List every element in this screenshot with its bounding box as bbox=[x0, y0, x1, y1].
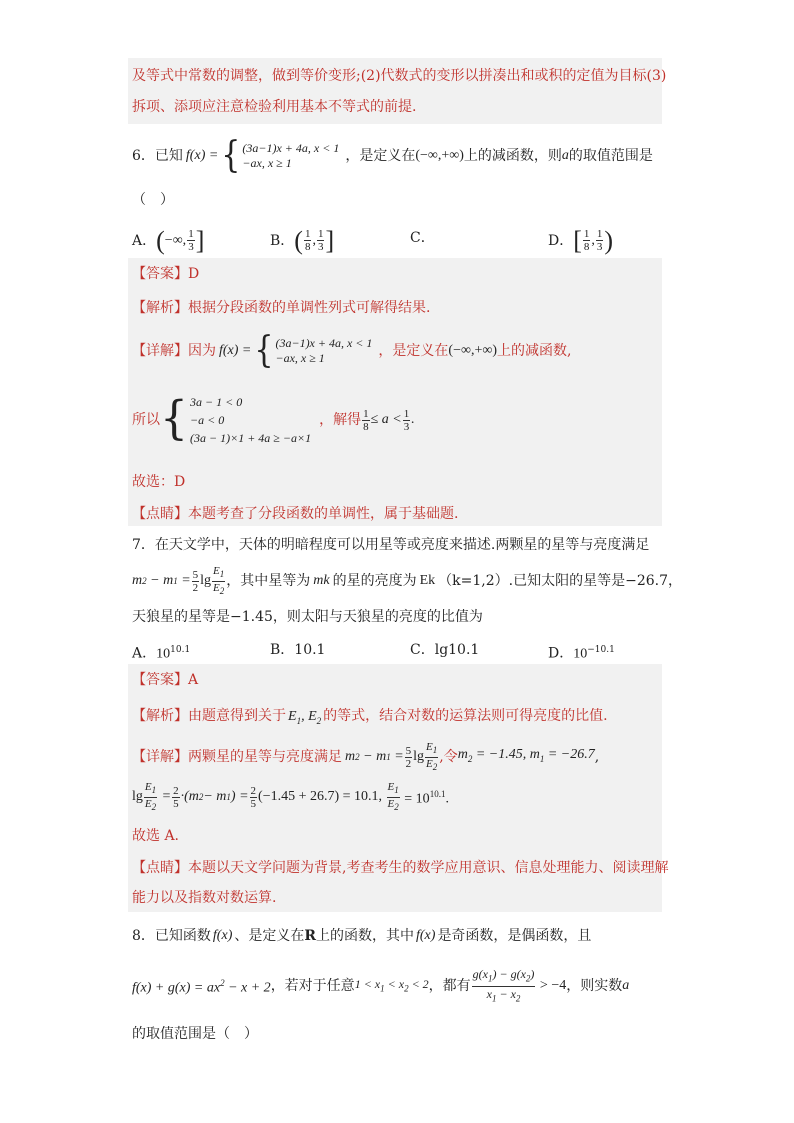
q8-ineq: $\frac{g(x_1) - g(x_2)}{x_1 - x_2}$ > −4 bbox=[472, 967, 567, 1003]
q7-option-d-exp: −10.1 bbox=[587, 645, 615, 655]
q6-analysis bbox=[132, 298, 430, 318]
q7-line-2-end: .已知太阳的星等是−26.7， bbox=[508, 573, 682, 589]
q7-option-d-label: D． bbox=[548, 645, 574, 662]
q6-text-end: 上的减函数，则 bbox=[463, 148, 562, 164]
q6-comment bbox=[132, 504, 458, 524]
q7-analysis-pre: 由题意得到关于 bbox=[188, 708, 286, 724]
q7-detail: 【详解】 两颗星的星等与亮度满足 m 2 − m 1 = $\frac{5}{2}$ lg $\frac{E_1}{E_2}$ ,令 $m_2 = -1.45$, $m_1 = -26.7$ , bbox=[132, 741, 600, 772]
q6-so: 所以 bbox=[132, 412, 160, 428]
q6-detail-label: 【详解】 bbox=[132, 343, 188, 359]
q7-mk: mk bbox=[313, 573, 330, 588]
q8-line-1-mid2: 上的函数，其中 bbox=[316, 928, 414, 944]
q6-detail bbox=[132, 329, 572, 372]
q7-detail-line-2 bbox=[132, 782, 449, 812]
q6-answer-value: D bbox=[188, 266, 200, 282]
q7-line-2-mid2: 的星的亮度为 bbox=[332, 573, 417, 589]
q6-option-a-label: A． bbox=[132, 232, 157, 249]
q7-line-3: 天狼星的星等是−1.45，则太阳与天狼星的亮度的比值为 bbox=[132, 609, 483, 625]
intro-line-1: 及等式中常数的调整，做到等价变形;(2)代数式的变形以拼凑出和或积的定值为目标(3) bbox=[132, 68, 667, 84]
q7-option-a-value: 10 bbox=[156, 646, 171, 662]
q8-line-3: 的取值范围是（ ） bbox=[132, 1026, 258, 1042]
q7-detail-formula: m 2 − m 1 = $\frac{5}{2}$ lg $\frac{E_1}{E_2}$ bbox=[345, 741, 438, 772]
q6-system bbox=[132, 392, 415, 448]
intro-line-2: 拆项、添项应注意检验利用基本不等式的前提. bbox=[132, 99, 417, 115]
q8-line-2 bbox=[132, 967, 630, 1003]
q6-text-mid: ，是定义在 bbox=[345, 148, 416, 164]
q7-detail-label: 【详解】 bbox=[132, 749, 188, 765]
q6-piecewise: { (3a−1)x + 4a, x < 1 −ax, x ≥ 1 bbox=[221, 134, 340, 177]
q7-line-2-mid: ，其中星等为 bbox=[226, 573, 311, 589]
q6-sys-1: 3a − 1 < 0 bbox=[190, 395, 243, 409]
q8-eq: $f(x) + g(x) = ax^2 - x + 2$ bbox=[132, 978, 271, 996]
q7-comment-text-1: 本题以天文学问题为背景,考查考生的数学应用意识、信息处理能力、阅读理解 bbox=[188, 860, 669, 876]
q7-option-d-value: 10 bbox=[573, 646, 588, 662]
q8-line-1-pre: 8．已知函数 bbox=[132, 928, 211, 944]
q6-detail-pre: 因为 bbox=[188, 343, 216, 359]
q6-num: 6．已知 bbox=[132, 148, 183, 164]
q7-option-c[interactable]: C．lg10.1 bbox=[410, 642, 480, 658]
q7-choose: 故选 A. bbox=[132, 828, 180, 844]
q8-line-1-mid: 、是定义在 bbox=[234, 928, 305, 944]
q6-analysis-text: 根据分段函数的单调性列式可解得结果. bbox=[188, 300, 431, 316]
q6-a: a bbox=[561, 148, 569, 163]
q6-solve: ，解得 bbox=[319, 412, 362, 428]
q8-line-2-mid: ，若对于任意 bbox=[270, 978, 355, 994]
q6-fx: f(x) = bbox=[185, 148, 219, 163]
q7-option-a[interactable] bbox=[132, 640, 190, 665]
q8-line-1 bbox=[132, 926, 591, 946]
q7-option-d[interactable] bbox=[548, 640, 615, 665]
q6-comment-text: 本题考查了分段函数的单调性，属于基础题. bbox=[188, 506, 459, 522]
q7-analysis-vars: $E_1$, $E_2$ bbox=[288, 709, 322, 726]
q7-answer bbox=[132, 670, 198, 690]
q6-option-c[interactable]: C． bbox=[410, 230, 435, 246]
q6-domain: (−∞,+∞) bbox=[415, 148, 464, 163]
q7-line-1: 7．在天文学中，天体的明暗程度可以用星等或亮度来描述.两颗星的星等与亮度满足 bbox=[132, 537, 650, 553]
q7-analysis bbox=[132, 706, 608, 731]
q8-fx: f(x) bbox=[212, 928, 233, 943]
q7-comment-label: 【点睛】 bbox=[132, 860, 188, 876]
q8-line-1-end: 是奇函数，是偶函数，且 bbox=[437, 928, 592, 944]
q6-option-b-label: B． bbox=[270, 232, 295, 249]
q6-result: $\frac{1}{8}$ ≤ a < $\frac{1}{3}$ . bbox=[363, 407, 415, 433]
q7-answer-value: A bbox=[188, 672, 199, 688]
q6-option-b[interactable] bbox=[270, 225, 335, 255]
q6-system-brace: { 3a − 1 < 0 −a < 0 (3a − 1)×1 + 4a ≥ −a×1 bbox=[160, 391, 312, 446]
q6-detail-piecewise: { (3a−1)x + 4a, x < 1 −ax, x ≥ 1 bbox=[254, 329, 373, 372]
q6-detail-end: 上的减函数, bbox=[496, 343, 572, 359]
q8-range: $1 < x_1 < x_2 < 2$ bbox=[354, 976, 429, 994]
q7-option-a-exp: 10.1 bbox=[170, 645, 191, 655]
q7-ek: Ek bbox=[419, 573, 436, 588]
q7-line-2 bbox=[132, 566, 682, 596]
q6-option-a-value: ( −∞, $\frac{1}{3}$ ] bbox=[156, 225, 205, 255]
q7-detail-let: ,令 bbox=[439, 749, 458, 765]
q6-option-d-label: D． bbox=[548, 232, 574, 249]
q7-analysis-label: 【解析】 bbox=[132, 708, 188, 724]
q7-detail-vals: $m_2 = -1.45$, $m_1 = -26.7$ bbox=[457, 747, 595, 764]
q6-option-d[interactable] bbox=[548, 225, 614, 255]
q6-detail-fx: f(x) = bbox=[219, 343, 252, 358]
q6-option-b-value: ( $\frac{1}{8}$ , $\frac{1}{3}$ ] bbox=[294, 225, 335, 255]
q7-answer-label: 【答案】 bbox=[132, 672, 188, 688]
q7-comment-1 bbox=[132, 858, 668, 878]
q6-comment-label: 【点睛】 bbox=[132, 506, 188, 522]
q8-fx2: f(x) bbox=[416, 928, 436, 943]
q6-detail-case-1: (3a−1)x + 4a, x < 1 bbox=[275, 336, 373, 350]
q6-paren: （ ） bbox=[132, 192, 174, 208]
q8-a: a bbox=[622, 978, 630, 993]
q6-stem bbox=[132, 134, 653, 177]
q6-analysis-label: 【解析】 bbox=[132, 300, 188, 316]
q6-answer bbox=[132, 264, 199, 284]
q6-detail-case-2: −ax, x ≥ 1 bbox=[275, 351, 325, 365]
q8-line-2-end: ，则实数 bbox=[566, 978, 623, 994]
q8-line-2-mid2: ，都有 bbox=[428, 978, 471, 994]
q7-formula: m 2 − m 1 = $\frac{5}{2}$ lg $\frac{E_1}{E_2}$ bbox=[132, 565, 225, 596]
q7-option-a-label: A． bbox=[132, 645, 157, 662]
q7-comment-2: 能力以及指数对数运算. bbox=[132, 890, 277, 906]
q6-sys-2: −a < 0 bbox=[190, 413, 225, 427]
q6-case-1: (3a−1)x + 4a, x < 1 bbox=[242, 141, 340, 155]
q6-detail-mid: ，是定义在 bbox=[378, 343, 449, 359]
q6-detail-domain: (−∞,+∞) bbox=[448, 343, 497, 358]
q6-option-d-value: [ $\frac{1}{8}$ , $\frac{1}{3}$ ) bbox=[573, 225, 614, 255]
q7-detail-computation: lg $\frac{E_1}{E_2}$ = $\frac{2}{5}$ ·(m 2 − m 1 ) = $\frac{2}{5}$ (−1.45 + 26.7) = 10.1, $\frac{E_1}{E_2}$ = $10^{10.1}$. bbox=[132, 781, 449, 812]
q6-answer-label: 【答案】 bbox=[132, 266, 188, 282]
q6-option-a[interactable] bbox=[132, 225, 205, 255]
q7-detail-pre: 两颗星的星等与亮度满足 bbox=[188, 749, 342, 765]
q6-case-2: −ax, x ≥ 1 bbox=[242, 156, 292, 170]
q8-R: R bbox=[304, 928, 316, 944]
q7-analysis-post: 的等式，结合对数的运算法则可得亮度的比值. bbox=[323, 708, 608, 724]
q7-k-range: （k=1,2） bbox=[438, 573, 509, 589]
q6-choose: 故选：D bbox=[132, 474, 186, 490]
q6-text-tail: 的取值范围是 bbox=[568, 148, 653, 164]
q6-sys-3: (3a − 1)×1 + 4a ≥ −a×1 bbox=[190, 431, 312, 445]
q7-option-b[interactable]: B．10.1 bbox=[270, 642, 326, 658]
